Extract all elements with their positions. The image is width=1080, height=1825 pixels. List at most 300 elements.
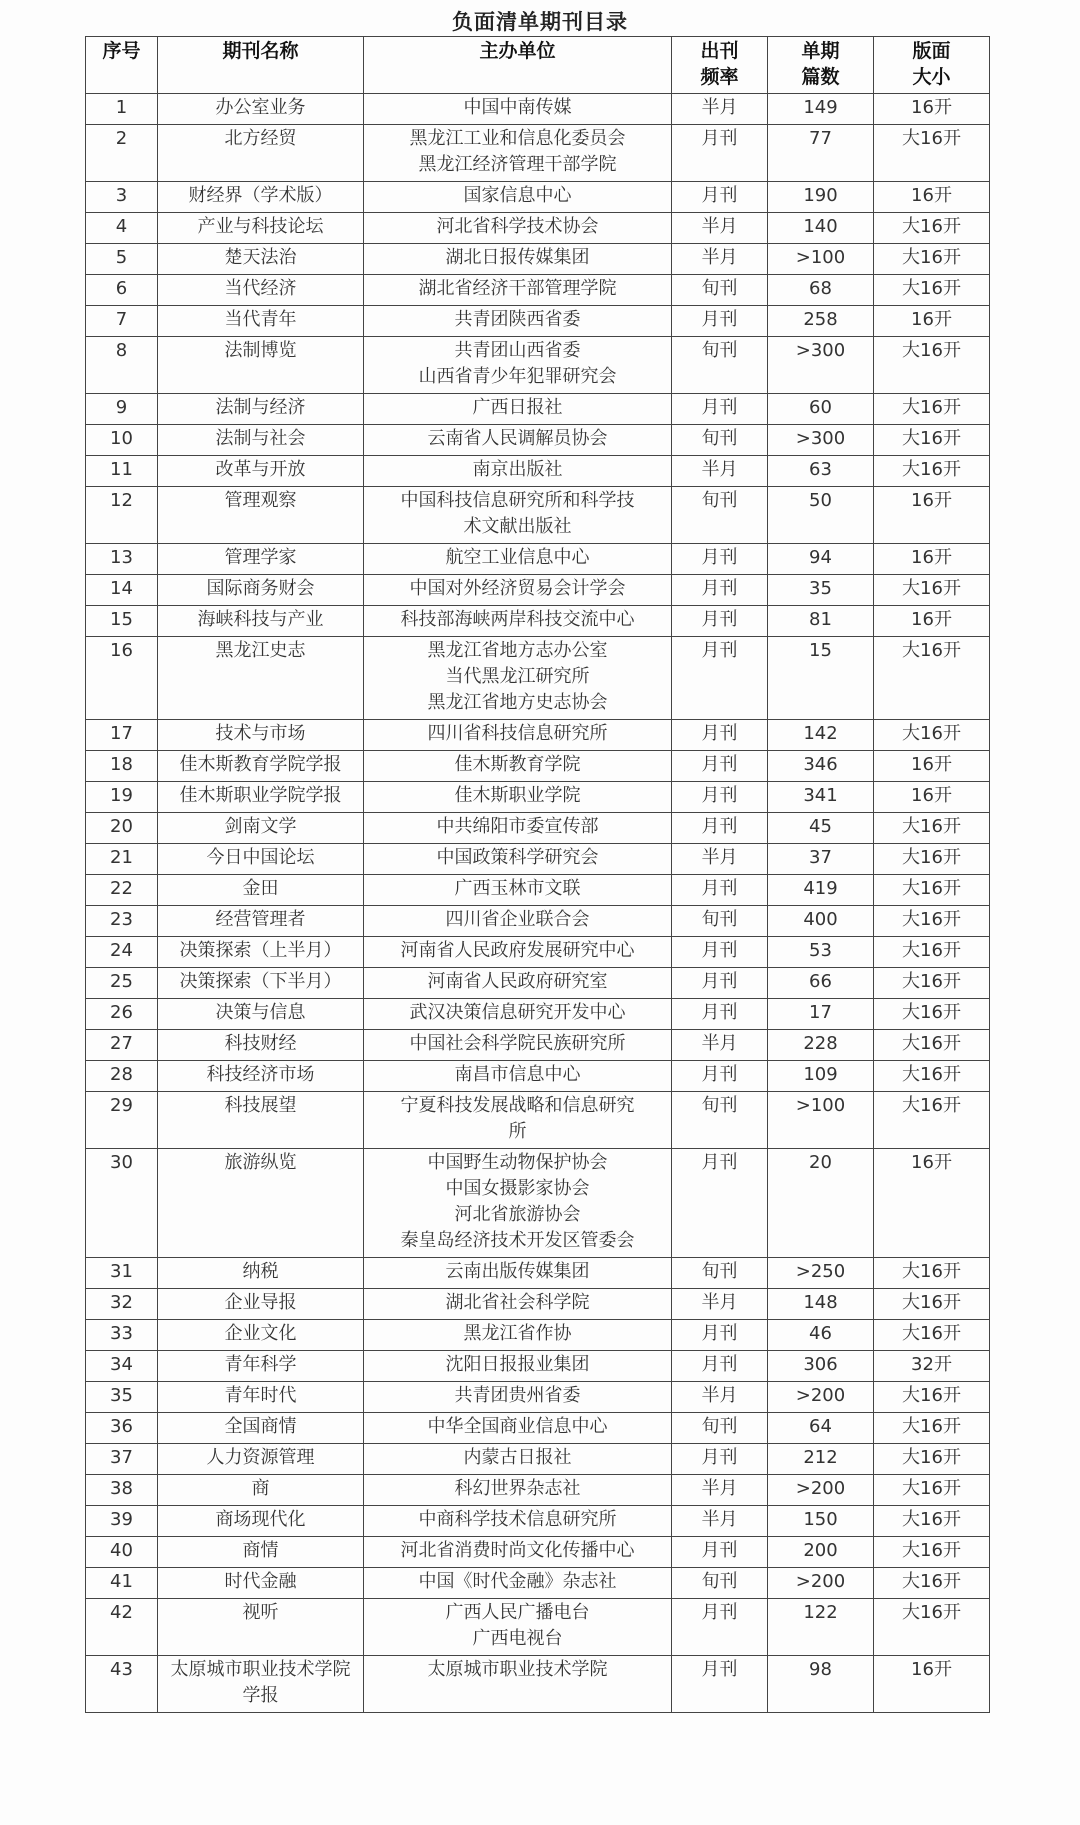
table-row (86, 1537, 990, 1568)
cell-org (364, 94, 672, 125)
cell-org (364, 1413, 672, 1444)
cell-count: 60 (768, 394, 874, 425)
cell-name: 海峡科技与产业 (158, 606, 364, 637)
cell-count: 142 (768, 720, 874, 751)
cell-count: 68 (768, 275, 874, 306)
cell-name: 办公室业务 (158, 94, 364, 125)
table-row (86, 782, 990, 813)
cell-name: 改革与开放 (158, 456, 364, 487)
table-row (86, 1061, 990, 1092)
cell-freq: 月刊 (672, 606, 768, 637)
cell-org (364, 182, 672, 213)
cell-org (364, 394, 672, 425)
cell-no: 14 (86, 575, 158, 606)
cell-no: 38 (86, 1475, 158, 1506)
cell-freq: 月刊 (672, 125, 768, 182)
header-size: 版面 大小 (874, 37, 990, 94)
cell-size: 大16开 (874, 999, 990, 1030)
cell-size: 大16开 (874, 1506, 990, 1537)
cell-no: 41 (86, 1568, 158, 1599)
cell-count: 45 (768, 813, 874, 844)
cell-no: 21 (86, 844, 158, 875)
cell-name: 商情 (158, 1537, 364, 1568)
cell-size: 大16开 (874, 1092, 990, 1149)
cell-count: 306 (768, 1351, 874, 1382)
org-line: 广西日报社 (472, 397, 563, 418)
cell-size: 大16开 (874, 1599, 990, 1656)
org-line: 中华全国商业信息中心 (427, 1416, 608, 1437)
cell-size: 大16开 (874, 844, 990, 875)
table-row (86, 844, 990, 875)
cell-name: 管理学家 (158, 544, 364, 575)
org-line: 云南出版传媒集团 (445, 1261, 590, 1282)
cell-no: 7 (86, 306, 158, 337)
cell-no: 36 (86, 1413, 158, 1444)
cell-no: 19 (86, 782, 158, 813)
table-row (86, 394, 990, 425)
cell-no: 33 (86, 1320, 158, 1351)
table-row (86, 1568, 990, 1599)
cell-no: 8 (86, 337, 158, 394)
cell-size: 大16开 (874, 1320, 990, 1351)
org-line: 南京出版社 (472, 459, 563, 480)
org-line: 国家信息中心 (463, 185, 572, 206)
cell-org (364, 125, 672, 182)
org-line: 中国女摄影家协会 (445, 1178, 590, 1199)
org-line: 中国野生动物保护协会 (427, 1152, 608, 1173)
org-line: 云南省人民调解员协会 (427, 428, 608, 449)
org-line: 武汉决策信息研究开发中心 (409, 1002, 626, 1023)
cell-org (364, 875, 672, 906)
cell-size: 16开 (874, 306, 990, 337)
cell-count: 15 (768, 637, 874, 720)
table-row (86, 125, 990, 182)
table-row (86, 875, 990, 906)
cell-freq: 月刊 (672, 394, 768, 425)
table-row (86, 1258, 990, 1289)
org-line: 河南省人民政府发展研究中心 (400, 940, 635, 961)
cell-size: 大16开 (874, 125, 990, 182)
cell-org (364, 999, 672, 1030)
org-line: 广西人民广播电台 (445, 1602, 590, 1623)
cell-count: >300 (768, 337, 874, 394)
cell-no: 30 (86, 1149, 158, 1258)
cell-size: 大16开 (874, 456, 990, 487)
cell-freq: 半月 (672, 456, 768, 487)
table-row (86, 1656, 990, 1713)
cell-name: 科技财经 (158, 1030, 364, 1061)
cell-name: 企业文化 (158, 1320, 364, 1351)
cell-name: 经营管理者 (158, 906, 364, 937)
cell-count: 200 (768, 1537, 874, 1568)
cell-org (364, 1289, 672, 1320)
cell-size: 16开 (874, 1149, 990, 1258)
cell-name: 管理观察 (158, 487, 364, 544)
org-line: 河北省旅游协会 (454, 1204, 581, 1225)
cell-name: 楚天法治 (158, 244, 364, 275)
cell-count: 77 (768, 125, 874, 182)
cell-count: >100 (768, 1092, 874, 1149)
table-row (86, 1149, 990, 1258)
cell-count: 148 (768, 1289, 874, 1320)
cell-org (364, 244, 672, 275)
cell-count: 35 (768, 575, 874, 606)
org-line: 航空工业信息中心 (445, 547, 590, 568)
header-count: 单期 篇数 (768, 37, 874, 94)
cell-size: 16开 (874, 782, 990, 813)
cell-no: 3 (86, 182, 158, 213)
cell-count: >100 (768, 244, 874, 275)
org-line: 佳木斯职业学院 (454, 785, 581, 806)
org-line: 广西电视台 (472, 1628, 563, 1649)
cell-freq: 半月 (672, 1030, 768, 1061)
cell-org (364, 1475, 672, 1506)
cell-org (364, 425, 672, 456)
org-line: 河南省人民政府研究室 (427, 971, 608, 992)
cell-org (364, 575, 672, 606)
cell-no: 17 (86, 720, 158, 751)
cell-freq: 月刊 (672, 1320, 768, 1351)
cell-no: 18 (86, 751, 158, 782)
cell-size: 大16开 (874, 875, 990, 906)
cell-no: 4 (86, 213, 158, 244)
org-line: 所 (508, 1121, 527, 1142)
cell-size: 16开 (874, 94, 990, 125)
org-line: 佳木斯教育学院 (454, 754, 581, 775)
cell-no: 5 (86, 244, 158, 275)
cell-name: 产业与科技论坛 (158, 213, 364, 244)
cell-name: 法制与社会 (158, 425, 364, 456)
cell-size: 大16开 (874, 720, 990, 751)
table-row (86, 94, 990, 125)
org-line: 广西玉林市文联 (454, 878, 581, 899)
table-row (86, 751, 990, 782)
org-line: 秦皇岛经济技术开发区管委会 (400, 1230, 635, 1251)
cell-org (364, 487, 672, 544)
cell-org (364, 544, 672, 575)
cell-no: 15 (86, 606, 158, 637)
cell-org (364, 1092, 672, 1149)
cell-size: 大16开 (874, 1413, 990, 1444)
org-line: 中共绵阳市委宣传部 (436, 816, 599, 837)
table-row (86, 720, 990, 751)
cell-freq: 月刊 (672, 999, 768, 1030)
org-line: 黑龙江省地方志办公室 (427, 640, 608, 661)
cell-count: 122 (768, 1599, 874, 1656)
cell-freq: 半月 (672, 94, 768, 125)
table-row (86, 1351, 990, 1382)
cell-freq: 月刊 (672, 937, 768, 968)
org-line: 湖北省社会科学院 (445, 1292, 590, 1313)
cell-org (364, 213, 672, 244)
cell-no: 37 (86, 1444, 158, 1475)
cell-name: 决策探索（上半月） (158, 937, 364, 968)
cell-no: 32 (86, 1289, 158, 1320)
cell-size: 大16开 (874, 1444, 990, 1475)
cell-org (364, 1061, 672, 1092)
cell-size: 大16开 (874, 1289, 990, 1320)
cell-name: 青年时代 (158, 1382, 364, 1413)
cell-org (364, 337, 672, 394)
cell-size: 16开 (874, 1656, 990, 1713)
table-row (86, 1413, 990, 1444)
cell-org (364, 1320, 672, 1351)
cell-org (364, 637, 672, 720)
table-row (86, 1320, 990, 1351)
cell-name: 时代金融 (158, 1568, 364, 1599)
table-row (86, 1030, 990, 1061)
cell-count: 63 (768, 456, 874, 487)
org-line: 共青团陕西省委 (454, 309, 581, 330)
cell-count: 258 (768, 306, 874, 337)
cell-count: >200 (768, 1475, 874, 1506)
table-row (86, 1506, 990, 1537)
cell-no: 25 (86, 968, 158, 999)
org-line: 中国对外经济贸易会计学会 (409, 578, 626, 599)
org-line: 黑龙江省作协 (463, 1323, 572, 1344)
cell-no: 22 (86, 875, 158, 906)
cell-size: 16开 (874, 606, 990, 637)
table-row (86, 575, 990, 606)
cell-freq: 半月 (672, 844, 768, 875)
org-line: 共青团贵州省委 (454, 1385, 581, 1406)
org-line: 内蒙古日报社 (463, 1447, 572, 1468)
cell-size: 大16开 (874, 968, 990, 999)
cell-name: 商 (158, 1475, 364, 1506)
cell-org (364, 844, 672, 875)
cell-size: 大16开 (874, 213, 990, 244)
cell-size: 大16开 (874, 937, 990, 968)
cell-size: 16开 (874, 544, 990, 575)
cell-org (364, 720, 672, 751)
cell-freq: 半月 (672, 213, 768, 244)
header-org: 主办单位 (364, 37, 672, 94)
table-header-row (86, 37, 990, 94)
cell-size: 大16开 (874, 813, 990, 844)
cell-count: >300 (768, 425, 874, 456)
cell-name: 剑南文学 (158, 813, 364, 844)
cell-freq: 月刊 (672, 751, 768, 782)
cell-no: 10 (86, 425, 158, 456)
org-line: 黑龙江工业和信息化委员会 (409, 128, 626, 149)
org-line: 当代黑龙江研究所 (445, 666, 590, 687)
cell-name: 视听 (158, 1599, 364, 1656)
cell-name: 财经界（学术版） (158, 182, 364, 213)
cell-freq: 月刊 (672, 875, 768, 906)
org-line: 沈阳日报报业集团 (445, 1354, 590, 1375)
cell-name: 纳税 (158, 1258, 364, 1289)
cell-no: 24 (86, 937, 158, 968)
cell-count: 212 (768, 1444, 874, 1475)
cell-freq: 月刊 (672, 306, 768, 337)
cell-size: 大16开 (874, 906, 990, 937)
table-row (86, 1475, 990, 1506)
cell-freq: 月刊 (672, 1656, 768, 1713)
table-row (86, 999, 990, 1030)
cell-freq: 月刊 (672, 813, 768, 844)
cell-freq: 月刊 (672, 1599, 768, 1656)
table-row (86, 1444, 990, 1475)
cell-org (364, 1568, 672, 1599)
cell-name: 黑龙江史志 (158, 637, 364, 720)
cell-count: 94 (768, 544, 874, 575)
table-row (86, 213, 990, 244)
cell-count: 228 (768, 1030, 874, 1061)
cell-name: 国际商务财会 (158, 575, 364, 606)
cell-no: 28 (86, 1061, 158, 1092)
table-row (86, 813, 990, 844)
cell-freq: 月刊 (672, 1537, 768, 1568)
cell-no: 40 (86, 1537, 158, 1568)
table-row (86, 487, 990, 544)
cell-count: 81 (768, 606, 874, 637)
cell-name: 当代经济 (158, 275, 364, 306)
cell-size: 大16开 (874, 1475, 990, 1506)
cell-no: 27 (86, 1030, 158, 1061)
org-line: 太原城市职业技术学院 (427, 1659, 608, 1680)
cell-size: 大16开 (874, 575, 990, 606)
org-line: 山西省青少年犯罪研究会 (418, 366, 617, 387)
org-line: 宁夏科技发展战略和信息研究 (400, 1095, 635, 1116)
org-line: 河北省科学技术协会 (436, 216, 599, 237)
cell-freq: 月刊 (672, 1351, 768, 1382)
cell-no: 23 (86, 906, 158, 937)
cell-org (364, 968, 672, 999)
cell-org (364, 1537, 672, 1568)
cell-count: >200 (768, 1568, 874, 1599)
org-line: 科幻世界杂志社 (454, 1478, 581, 1499)
org-line: 河北省消费时尚文化传播中心 (400, 1540, 635, 1561)
cell-size: 大16开 (874, 1030, 990, 1061)
cell-count: 37 (768, 844, 874, 875)
cell-org (364, 606, 672, 637)
org-line: 黑龙江经济管理干部学院 (418, 154, 617, 175)
cell-count: 150 (768, 1506, 874, 1537)
cell-freq: 月刊 (672, 968, 768, 999)
table-row (86, 606, 990, 637)
cell-name: 商场现代化 (158, 1506, 364, 1537)
cell-freq: 月刊 (672, 720, 768, 751)
cell-no: 42 (86, 1599, 158, 1656)
cell-org (364, 782, 672, 813)
cell-size: 16开 (874, 751, 990, 782)
cell-count: 46 (768, 1320, 874, 1351)
cell-no: 1 (86, 94, 158, 125)
cell-size: 大16开 (874, 1382, 990, 1413)
cell-org (364, 906, 672, 937)
cell-count: >200 (768, 1382, 874, 1413)
cell-org (364, 1506, 672, 1537)
cell-size: 大16开 (874, 637, 990, 720)
table-row (86, 425, 990, 456)
cell-org (364, 306, 672, 337)
cell-no: 16 (86, 637, 158, 720)
org-line: 共青团山西省委 (454, 340, 581, 361)
org-line: 湖北省经济干部管理学院 (418, 278, 617, 299)
table-row (86, 968, 990, 999)
cell-count: 64 (768, 1413, 874, 1444)
org-line: 湖北日报传媒集团 (445, 247, 590, 268)
cell-count: 190 (768, 182, 874, 213)
org-line: 中国科技信息研究所和科学技 (400, 490, 635, 511)
cell-name: 当代青年 (158, 306, 364, 337)
cell-freq: 月刊 (672, 575, 768, 606)
cell-name: 青年科学 (158, 1351, 364, 1382)
journal-catalog-table (85, 36, 990, 1713)
cell-name: 企业导报 (158, 1289, 364, 1320)
org-line: 南昌市信息中心 (454, 1064, 581, 1085)
cell-count: 149 (768, 94, 874, 125)
cell-name: 北方经贸 (158, 125, 364, 182)
cell-org (364, 813, 672, 844)
cell-count: 53 (768, 937, 874, 968)
cell-count: 66 (768, 968, 874, 999)
cell-count: 50 (768, 487, 874, 544)
cell-org (364, 275, 672, 306)
table-row (86, 182, 990, 213)
cell-freq: 月刊 (672, 182, 768, 213)
table-row (86, 637, 990, 720)
org-line: 中商科学技术信息研究所 (418, 1509, 617, 1530)
cell-freq: 旬刊 (672, 275, 768, 306)
cell-no: 43 (86, 1656, 158, 1713)
cell-org (364, 1599, 672, 1656)
cell-org (364, 456, 672, 487)
cell-freq: 旬刊 (672, 1568, 768, 1599)
cell-no: 35 (86, 1382, 158, 1413)
org-line: 四川省企业联合会 (445, 909, 590, 930)
table-row (86, 1382, 990, 1413)
cell-no: 12 (86, 487, 158, 544)
cell-name: 决策与信息 (158, 999, 364, 1030)
cell-count: 341 (768, 782, 874, 813)
cell-org (364, 1258, 672, 1289)
cell-no: 9 (86, 394, 158, 425)
cell-count: 20 (768, 1149, 874, 1258)
cell-count: 419 (768, 875, 874, 906)
cell-org (364, 1149, 672, 1258)
cell-no: 13 (86, 544, 158, 575)
cell-freq: 月刊 (672, 1149, 768, 1258)
table-row (86, 906, 990, 937)
cell-size: 大16开 (874, 425, 990, 456)
org-line: 术文献出版社 (463, 516, 572, 537)
cell-name: 法制博览 (158, 337, 364, 394)
cell-freq: 半月 (672, 1382, 768, 1413)
cell-freq: 旬刊 (672, 906, 768, 937)
cell-freq: 旬刊 (672, 1258, 768, 1289)
cell-size: 大16开 (874, 337, 990, 394)
org-line: 科技部海峡两岸科技交流中心 (400, 609, 635, 630)
cell-freq: 月刊 (672, 637, 768, 720)
cell-size: 16开 (874, 487, 990, 544)
cell-freq: 月刊 (672, 1444, 768, 1475)
cell-count: 109 (768, 1061, 874, 1092)
cell-size: 大16开 (874, 1061, 990, 1092)
cell-name: 佳木斯教育学院学报 (158, 751, 364, 782)
table-row (86, 544, 990, 575)
cell-count: 17 (768, 999, 874, 1030)
table-row (86, 1289, 990, 1320)
table-row (86, 1599, 990, 1656)
table-body (86, 94, 990, 1713)
cell-no: 39 (86, 1506, 158, 1537)
cell-freq: 半月 (672, 1289, 768, 1320)
cell-name: 全国商情 (158, 1413, 364, 1444)
table-row (86, 275, 990, 306)
cell-freq: 旬刊 (672, 1092, 768, 1149)
header-no: 序号 (86, 37, 158, 94)
